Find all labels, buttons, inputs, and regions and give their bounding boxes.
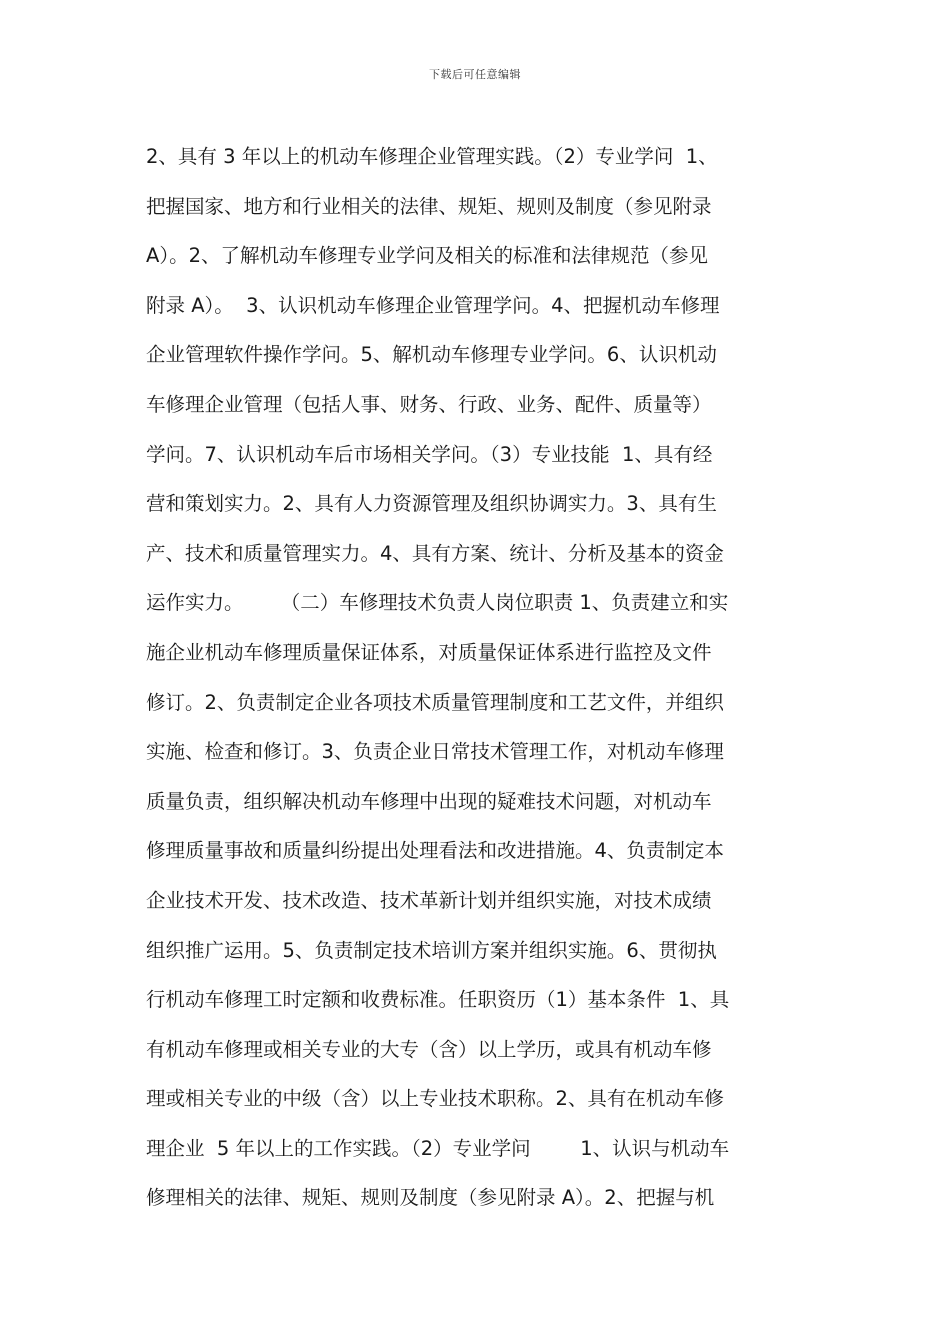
- text-line: 企业技术开发、技术改造、技术革新计划并组织实施，对技术成绩: [146, 888, 712, 912]
- page-header: 下载后可任意编辑: [429, 68, 521, 81]
- text-line: A）。2、了解机动车修理专业学问及相关的标准和法律规范（参见: [146, 244, 708, 268]
- text-line: 实施、检查和修订。3、负责企业日常技术管理工作，对机动车修理: [146, 740, 724, 764]
- text-line: 修理相关的法律、规矩、规则及制度（参见附录 A）。2、把握与机: [146, 1186, 715, 1210]
- text-line: 质量负责，组织解决机动车修理中出现的疑难技术问题，对机动车: [146, 789, 712, 813]
- text-line: 施企业机动车修理质量保证体系，对质量保证体系进行监控及文件: [146, 640, 712, 664]
- text-line: 行机动车修理工时定额和收费标准。任职资历（1）基本条件 1、具: [146, 988, 730, 1012]
- text-line: 理企业 5 年以上的工作实践。（2）专业学问 1、认识与机动车: [146, 1136, 730, 1160]
- text-line: 有机动车修理或相关专业的大专（含）以上学历，或具有机动车修: [146, 1037, 712, 1061]
- text-line: 企业管理软件操作学问。5、解机动车修理专业学问。6、认识机动: [146, 343, 717, 367]
- text-line: 车修理企业管理（包括人事、财务、行政、业务、配件、质量等）: [146, 392, 712, 416]
- text-line: 组织推广运用。5、负责制定技术培训方案并组织实施。6、贯彻执: [146, 938, 717, 962]
- document-body: [146, 132, 816, 1223]
- text-line: 学问。7、认识机动车后市场相关学问。（3）专业技能 1、具有经: [146, 442, 713, 466]
- text-line: 修订。2、负责制定企业各项技术质量管理制度和工艺文件，并组织: [146, 690, 724, 714]
- text-line: 运作实力。 （二）车修理技术负责人岗位职责 1、负责建立和实: [146, 591, 729, 615]
- text-line: 把握国家、地方和行业相关的法律、规矩、规则及制度（参见附录: [146, 194, 712, 218]
- text-line: 产、技术和质量管理实力。4、具有方案、统计、分析及基本的资金: [146, 541, 724, 565]
- text-line: 营和策划实力。2、具有人力资源管理及组织协调实力。3、具有生: [146, 492, 717, 516]
- text-line: 附录 A）。 3、认识机动车修理企业管理学问。4、把握机动车修理: [146, 293, 720, 317]
- text-line: 修理质量事故和质量纠纷提出处理看法和改进措施。4、负责制定本: [146, 839, 724, 863]
- text-line: 2、具有 3 年以上的机动车修理企业管理实践。（2）专业学问 1、: [146, 145, 718, 168]
- text-line: 理或相关专业的中级（含）以上专业技术职称。2、具有在机动车修: [146, 1087, 724, 1111]
